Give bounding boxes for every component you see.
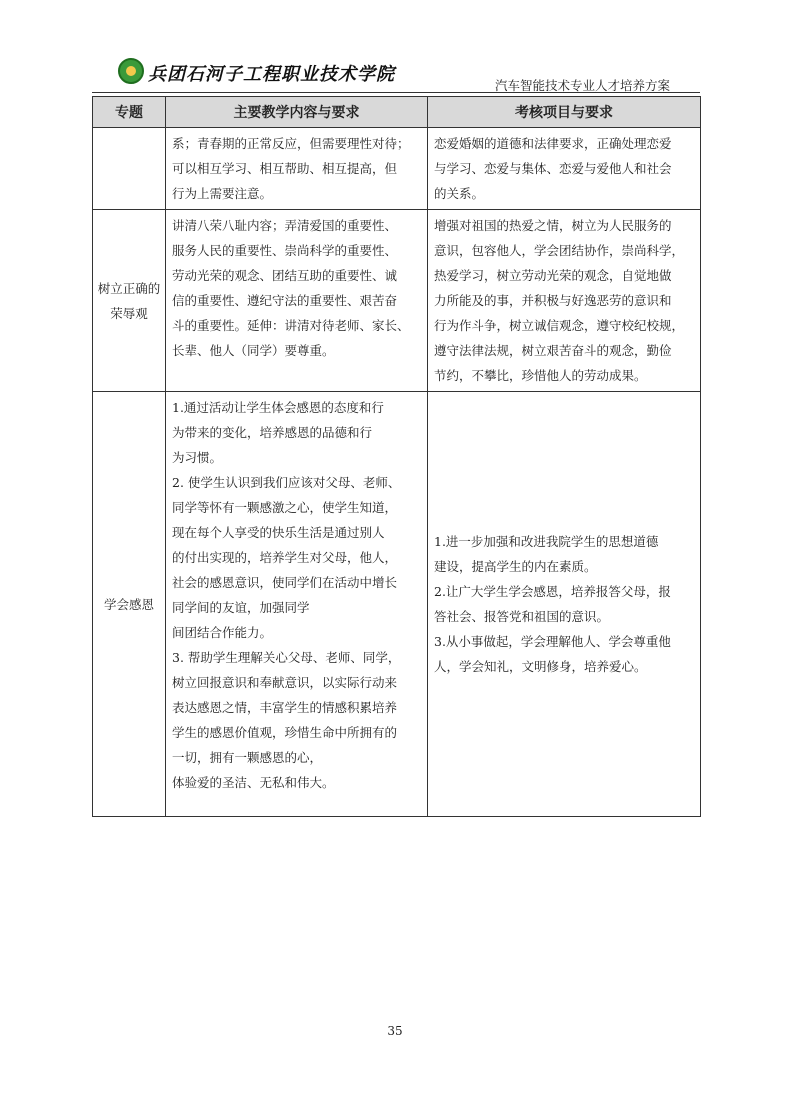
- content-line: 1.通过活动让学生体会感恩的态度和行: [172, 400, 384, 415]
- assessment-line: 力所能及的事，并积极与好逸恶劳的意识和: [434, 293, 672, 308]
- header-topic: 专题: [93, 97, 166, 128]
- content-line: 学生的感恩价值观，珍惜生命中所拥有的: [172, 725, 398, 740]
- program-title: 汽车智能技术专业人才培养方案: [494, 78, 670, 93]
- table-row: [93, 392, 701, 817]
- content-line: 讲清八荣八耻内容；弄清爱国的重要性、: [172, 218, 398, 233]
- assessment-line: 建设，提高学生的内在素质。: [434, 559, 597, 574]
- school-name: 兵团石河子工程职业技术学院: [148, 64, 395, 85]
- content-line: 的付出实现的，培养学生对父母，他人，: [172, 550, 398, 565]
- topic-cell: 树立正确的荣辱观: [93, 210, 166, 392]
- content-line: 同学等怀有一颗感激之心，使学生知道，: [172, 500, 398, 515]
- assessment-cell: [428, 392, 701, 817]
- content-line: 树立回报意识和奉献意识，以实际行动来: [172, 675, 398, 690]
- content-line: 系；青春期的正常反应，但需要理性对待；: [172, 136, 410, 151]
- content-line: 社会的感恩意识，使同学们在活动中增长: [172, 575, 398, 590]
- assessment-line: 1.进一步加强和改进我院学生的思想道德: [434, 534, 659, 549]
- topic-cell: [93, 128, 166, 210]
- assessment-line: 增强对祖国的热爱之情，树立为人民服务的: [434, 218, 672, 233]
- topic-cell: 学会感恩: [93, 392, 166, 817]
- assessment-cell: [428, 128, 701, 210]
- curriculum-table: [92, 96, 701, 817]
- content-cell: [166, 210, 428, 392]
- header-divider: [92, 92, 700, 93]
- assessment-line: 恋爱婚姻的道德和法律要求，正确处理恋爱: [434, 136, 672, 151]
- content-line: 为带来的变化，培养感恩的品德和行: [172, 425, 373, 440]
- assessment-line: 意识，包容他人，学会团结协作，崇尚科学，: [434, 243, 685, 258]
- assessment-line: 行为作斗争，树立诚信观念，遵守校纪校规，: [434, 318, 685, 333]
- content-line: 一切，拥有一颗感恩的心，: [172, 750, 323, 765]
- assessment-line: 节约，不攀比，珍惜他人的劳动成果。: [434, 368, 647, 383]
- header-assessment: 考核项目与要求: [428, 97, 701, 128]
- page-header: [92, 52, 700, 94]
- content-line: 斗的重要性。延伸：讲清对待老师、家长、: [172, 318, 410, 333]
- content-line: 2. 使学生认识到我们应该对父母、老师、: [172, 475, 401, 490]
- content-line: 为习惯。: [172, 450, 223, 465]
- content-line: 可以相互学习、相互帮助、相互提高，但: [172, 161, 398, 176]
- assessment-line: 答社会、报答党和祖国的意识。: [434, 609, 610, 624]
- content-line: 劳动光荣的观念、团结互助的重要性、诚: [172, 268, 398, 283]
- school-logo-icon: [118, 58, 144, 84]
- content-line: 体验爱的圣洁、无私和伟大。: [172, 775, 335, 790]
- content-cell: [166, 392, 428, 817]
- page-number: 35: [387, 1024, 403, 1038]
- assessment-line: 与学习、恋爱与集体、恋爱与爱他人和社会: [434, 161, 672, 176]
- assessment-line: 人，学会知礼，文明修身，培养爱心。: [434, 659, 647, 674]
- content-line: 现在每个人享受的快乐生活是通过别人: [172, 525, 385, 540]
- content-line: 3. 帮助学生理解关心父母、老师、同学，: [172, 650, 401, 665]
- table-row: [93, 210, 701, 392]
- assessment-line: 的关系。: [434, 186, 485, 201]
- content-cell: [166, 128, 428, 210]
- header-content: 主要教学内容与要求: [166, 97, 428, 128]
- content-line: 服务人民的重要性、崇尚科学的重要性、: [172, 243, 398, 258]
- content-line: 表达感恩之情，丰富学生的情感积累培养: [172, 700, 398, 715]
- assessment-cell: [428, 210, 701, 392]
- content-line: 间团结合作能力。: [172, 625, 273, 640]
- assessment-line: 2.让广大学生学会感恩，培养报答父母，报: [434, 584, 671, 599]
- assessment-line: 3.从小事做起，学会理解他人、学会尊重他: [434, 634, 671, 649]
- table-row: [93, 128, 701, 210]
- content-line: 行为上需要注意。: [172, 186, 273, 201]
- content-line: 同学间的友谊，加强同学: [172, 600, 310, 615]
- content-line: 长辈、他人（同学）要尊重。: [172, 343, 335, 358]
- table-header-row: [93, 97, 701, 128]
- assessment-line: 热爱学习，树立劳动光荣的观念，自觉地做: [434, 268, 672, 283]
- assessment-line: 遵守法律法规，树立艰苦奋斗的观念，勤俭: [434, 343, 672, 358]
- content-line: 信的重要性、遵纪守法的重要性、艰苦奋: [172, 293, 398, 308]
